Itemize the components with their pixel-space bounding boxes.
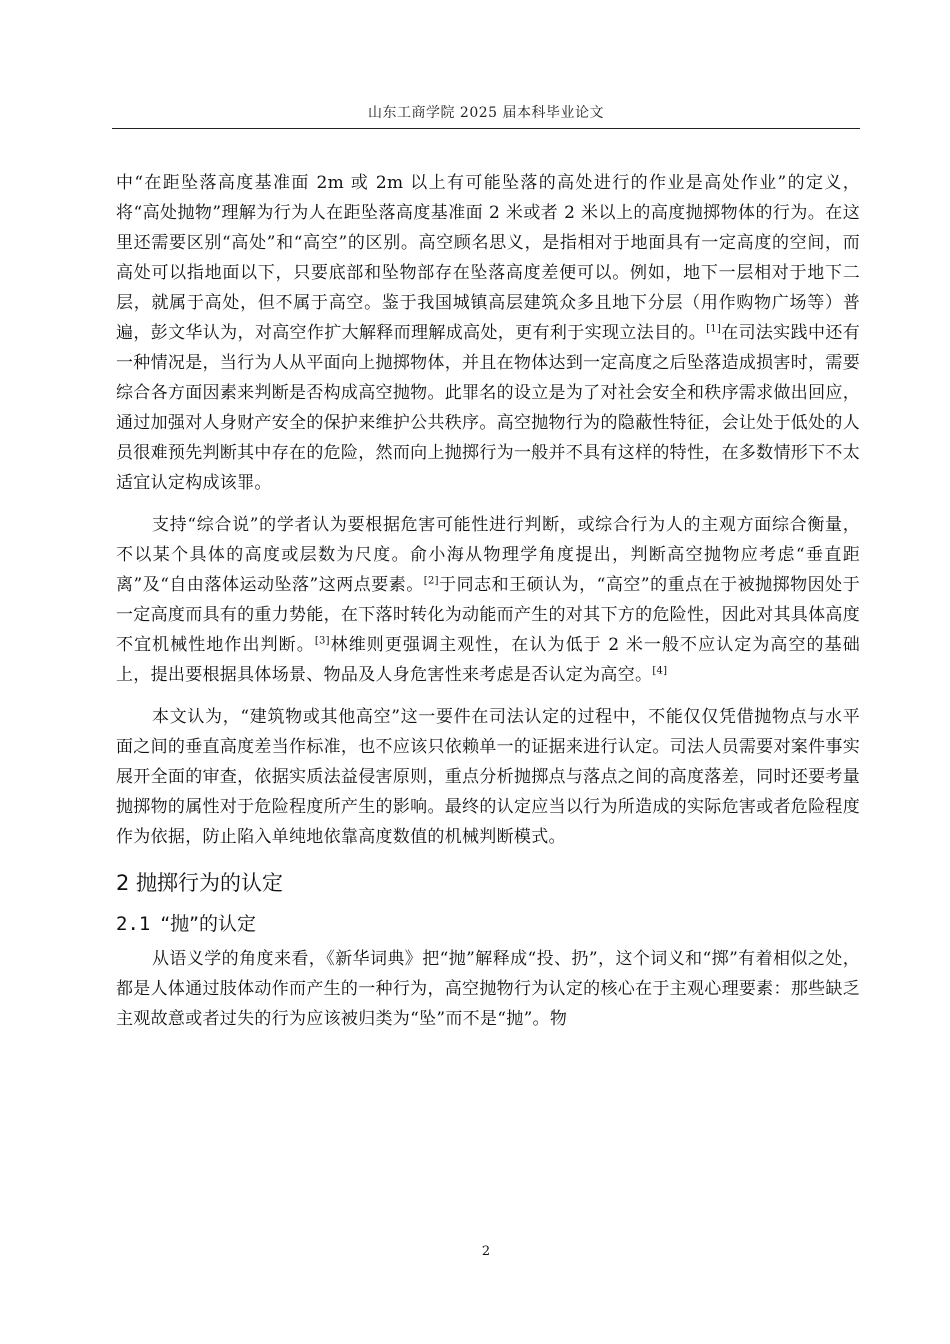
subsection-title: “抛”的认定 <box>160 913 257 935</box>
page-body <box>116 168 860 1034</box>
paragraph-4: 从语义学的角度来看，《新华词典》把“抛”解释成“投、扔”，这个词义和“掷”有着相似之处，都是人体通过肢体动作而产生的一种行为，高空抛物行为认定的核心在于主观心理要素：那些缺乏主观故意或者过失的行为应该被归类为“坠”而不是“抛”。物 <box>116 949 860 1029</box>
paragraph-2-text-a: 支持“综合说”的学者认为要根据危害可能性进行判断，或综合行为人的主观方面综合衡量，不以某个具体的高度或层数为尺度。俞小海从物理学角度提出，判断高空抛物应考虑“垂直距离”及“自由落体运动坠落”这两点要素。 <box>116 515 860 595</box>
section-heading: 2 抛掷行为的认定 <box>116 871 284 895</box>
header-divider <box>112 128 860 129</box>
paragraph-1-text-a: 中“在距坠落高度基准面 2m 或 2m 以上有可能坠落的高处进行的作业是高处作业”的定义，将“高处抛物”理解为行为人在距坠落高度基准面 2 米或者 2 米以上的高度抛掷物体的行为。在这里还需要区别“高处”和“高空”的区别。高空顾名思义，是指相对于地面具有一定高度的空间，而高处可以指地面以下，只要底部和坠物部存在坠落高度差便可以。例如，地下一层相对于地下二层，就属于高处，但不属于高空。鉴于我国城镇高层建筑众多且地下分层（用作购物广场等）普遍，彭文华认为，对高空作扩大解释而理解成高处，更有利于实现立法目的。 <box>116 173 860 343</box>
paragraph-2 <box>116 510 860 690</box>
citation-1: [1] <box>706 323 722 335</box>
paragraph-2-text-c: 林维则更强调主观性，在认为低于 2 米一般不应认定为高空的基础上，提出要根据具体场景、物品及人身危害性来考虑是否认定为高空。 <box>116 635 860 685</box>
paragraph-2-text-b: 于同志和王硕认为，“高空”的重点在于被抛掷物因处于一定高度而具有的重力势能，在下落时转化为动能而产生的对其下方的危险性，因此对其具体高度不宜机械性地作出判断。 <box>116 575 860 655</box>
subsection-heading <box>116 908 860 940</box>
subsection-number: 2.1 <box>116 913 151 935</box>
paragraph-3: 本文认为，“建筑物或其他高空”这一要件在司法认定的过程中，不能仅仅凭借抛物点与水平面之间的垂直高度差当作标准，也不应该只依赖单一的证据来进行认定。司法人员需要对案件事实展开全面的审查，依据实质法益侵害原则，重点分析抛掷点与落点之间的高度落差，同时还要考量抛掷物的属性对于危险程度所产生的影响。最终的认定应当以行为所造成的实际危害或者危险程度作为依据，防止陷入单纯地依靠高度数值的机械判断模式。 <box>116 707 860 847</box>
page-number: 2 <box>481 1244 491 1259</box>
citation-2: [2] <box>423 575 439 587</box>
paragraph-1-text-b: 在司法实践中还有一种情况是，当行为人从平面向上抛掷物体，并且在物体达到一定高度之后坠落造成损害时，需要综合各方面因素来判断是否构成高空抛物。此罪名的设立是为了对社会安全和秩序需求做出回应，通过加强对人身财产安全的保护来维护公共秩序。高空抛物行为的隐蔽性特征，会让处于低处的人员很难预先判断其中存在的危险，然而向上抛掷行为一般并不具有这样的特性，在多数情形下不太适宜认定构成该罪。 <box>116 323 860 493</box>
citation-3: [3] <box>314 635 330 647</box>
citation-4: [4] <box>652 665 668 677</box>
running-header: 山东工商学院 2025 届本科毕业论文 <box>367 105 605 121</box>
paragraph-1 <box>116 168 860 498</box>
